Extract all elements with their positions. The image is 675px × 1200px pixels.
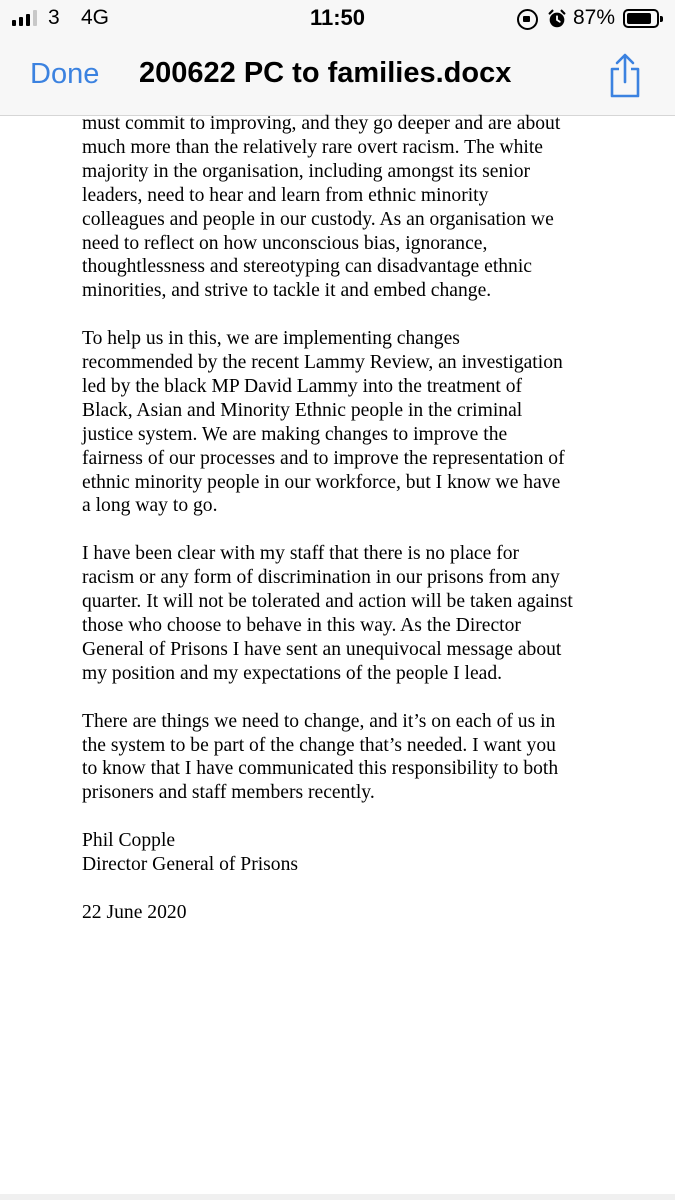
document-paragraph: [82, 327, 642, 518]
paragraph-line: a long way to go.: [82, 495, 218, 517]
document-nav-bar: [0, 38, 675, 116]
paragraph-line: those who choose to behave in this way. As the Director: [82, 615, 521, 636]
paragraph-line: ethnic minority people in our workforce, but I know we have: [82, 471, 561, 493]
document-paragraph: [82, 112, 642, 303]
letter-date: 22 June 2020: [82, 901, 187, 923]
alarm-icon: [546, 8, 568, 30]
document-paragraph: [82, 710, 642, 806]
document-body: [82, 112, 642, 925]
paragraph-line: my position and my expectations of the people I lead.: [82, 662, 503, 684]
paragraph-line: Black, Asian and Minority Ethnic people in the criminal: [82, 399, 523, 421]
paragraph-line: To help us in this, we are implementing changes: [82, 328, 460, 350]
carrier-label: 3: [48, 6, 60, 29]
paragraph-line: General of Prisons I have sent an unequivocal message about: [82, 638, 562, 660]
battery-percent: 87%: [573, 6, 616, 29]
paragraph-line: There are things we need to change, and it’s on each of us in: [82, 710, 556, 732]
paragraph-line: quarter. It will not be tolerated and action will be taken against: [82, 591, 573, 613]
paragraph-line: minorities, and strive to tackle it and embed change.: [82, 280, 492, 302]
status-bar: [0, 0, 675, 38]
paragraph-line: recommended by the recent Lammy Review, an investigation: [82, 352, 563, 374]
battery-icon: [623, 9, 659, 28]
paragraph-line: prisoners and staff members recently.: [82, 782, 375, 804]
status-time: 11:50: [309, 5, 366, 30]
paragraph-line: fairness of our processes and to improve the representation of: [82, 447, 565, 469]
paragraph-line: leaders, need to hear and learn from ethnic minority: [82, 184, 489, 206]
document-paragraph: [82, 542, 642, 685]
signature-block: [82, 829, 642, 877]
paragraph-line: the system to be part of the change that’s needed. I want you: [82, 734, 556, 756]
paragraph-line: must commit to improving, and they go deeper and are about: [82, 113, 561, 134]
signature-role: Director General of Prisons: [82, 854, 299, 876]
battery-level-fill: [627, 13, 651, 24]
network-type-label: 4G: [81, 6, 110, 29]
paragraph-line: racism or any form of discrimination in our prisons from any: [82, 567, 560, 589]
paragraph-line: led by the black MP David Lammy into the treatment of: [82, 375, 523, 397]
done-button[interactable]: Done: [30, 58, 100, 90]
document-title: 200622 PC to families.docx: [139, 57, 512, 89]
share-icon[interactable]: [606, 52, 644, 98]
paragraph-line: thoughtlessness and stereotyping can disadvantage ethnic: [82, 256, 532, 278]
paragraph-line: to know that I have communicated this responsibility to both: [82, 758, 559, 780]
bottom-edge: [0, 1194, 675, 1200]
signature-name: Phil Copple: [82, 830, 176, 852]
paragraph-line: I have been clear with my staff that there is no place for: [82, 543, 520, 565]
paragraph-line: justice system. We are making changes to improve the: [82, 423, 508, 445]
paragraph-line: much more than the relatively rare overt racism. The white: [82, 136, 543, 158]
orientation-lock-icon: [517, 9, 538, 30]
paragraph-line: majority in the organisation, including amongst its senior: [82, 160, 531, 182]
document-paragraphs: [82, 112, 642, 805]
paragraph-line: colleagues and people in our custody. As an organisation we: [82, 208, 554, 230]
paragraph-line: need to reflect on how unconscious bias, ignorance,: [82, 232, 488, 254]
